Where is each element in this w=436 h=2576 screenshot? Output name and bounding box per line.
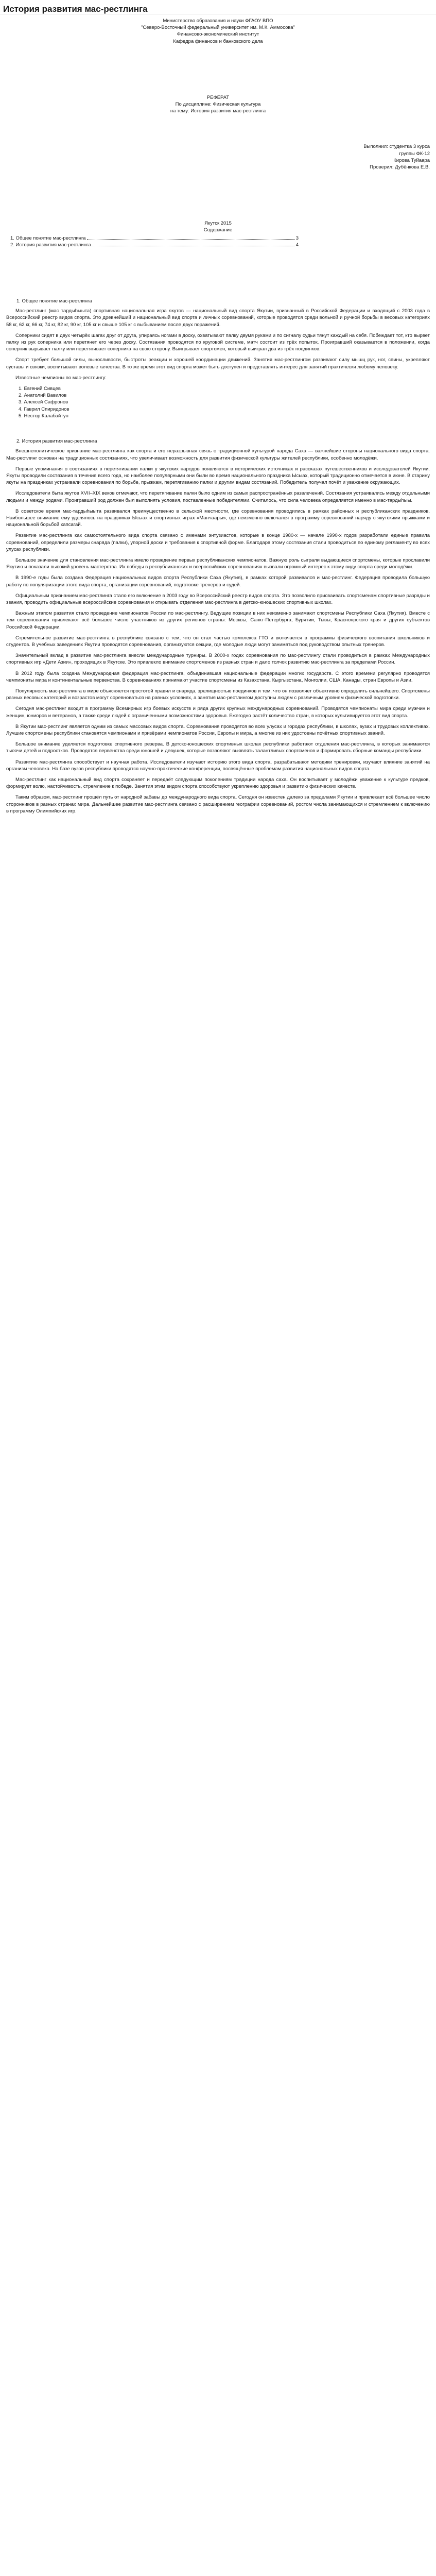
header-line: "Северо-Восточный федеральный университет им. М.К. Аммосова" — [141, 25, 295, 31]
group-line: группы ФК-12 — [399, 150, 430, 157]
paragraph: Важным этапом развития стало проведение чемпионатов России по мас-рестлингу. Ведущие позиции в них неизменно занимают спортсмены Республики Саха (Якутия). Вместе с тем соревнования привлекают всё большее число участников из других регионов страны: Москвы, Санкт-Петербурга, Бурятии, Тывы, Красноярского края и других субъектов Российской Федерации. — [6, 611, 430, 630]
toc-heading: Содержание — [203, 227, 233, 233]
signature-block — [6, 143, 430, 171]
checker-line: Проверил: Дубёнкова Е.В. — [370, 164, 430, 171]
paragraph: Развитие мас-рестлинга как самостоятельного вида спорта связано с именами энтузиастов, которые в конце 1980-х — начале 1990-х годов разработали единые правила соревнований, определили размеры снаряда (палки), упорной доски и требования к спортивной форме. Благодаря этому состязания стали проводиться по единому регламенту во всех улусах республики. — [6, 533, 430, 552]
table-of-contents — [6, 235, 430, 248]
toc-item[interactable] — [10, 242, 299, 248]
paragraph: В советское время мас-тардыһыыта развивался преимущественно в сельской местности, где соревнования проводились в рамках районных и республиканских праздников. Наибольшее внимание ему уделялось на праздниках Ысыах и спортивных играх «Манчаары», где неизменно включался в программу соревнований наряду с якутскими прыжками и национальной борьбой хапсагай. — [6, 508, 430, 528]
institution-header — [6, 18, 430, 45]
student-name: Кирова Туйаара — [393, 157, 430, 163]
paragraph: Таким образом, мас-рестлинг прошёл путь от народной забавы до международного вида спорта. Сегодня он известен далеко за пределами Якутии и привлекает всё большее число сторонников в разных странах мира. Дальнейшее развитие мас-рестлинга связано с расширением географии соревнований, ростом числа занимающихся и стремлением к включению в программу Олимпийских игр. — [6, 794, 430, 814]
paragraph: Первые упоминания о состязаниях в перетягивании палки у якутских народов появляются в исторических источниках и рассказах путешественников и исследователей Якутии. Якуты проводили состязания в течение всего года, но наиболее популярными они были во время национального праздника Ысыах, который традиционно отмечается в июне. В старину якуты на праздниках устраивали соревнования по борьбе, прыжкам, перетягиванию палки и другим видам состязаний. Победитель получал почёт и уважение окружающих. — [6, 466, 430, 486]
paragraph: Большое внимание уделяется подготовке спортивного резерва. В детско-юношеских спортивных школах республики работают отделения мас-рестлинга, в которых занимаются тысячи детей и подростков. Проводятся первенства среди юношей и девушек, которые позволяют выявлять талантливых спортсменов и формировать сборные команды республики. — [6, 741, 430, 754]
paragraph: Большое значение для становления мас-рестлинга имело проведение первых республиканских чемпионатов. Важную роль сыграли выдающиеся спортсмены, которые прославили Якутию и показали высокий уровень мастерства. Их победы в республиканских и всероссийских соревнованиях вызвали огромный интерес к этому виду спорта среди молодёжи. — [6, 557, 430, 570]
toc-item-label: 2. История развития мас-рестлинга — [10, 242, 91, 248]
paragraph: Исследователи быта якутов XVII–XIX веков отмечают, что перетягивание палки было одним из самых распространённых развлечений. Состязания устраивались между отдельными людьми и между родами. Проигравший род должен был выполнять условия, поставленные победителями. Считалось, что сила человека определяется именно в мас-тардыһыы. — [6, 490, 430, 503]
page-title: История развития мас-рестлинга — [0, 0, 436, 14]
paragraph: Внешнеполитическое признание мас-рестлинга как спорта и его неразрывная связь с традиционной культурой народа Саха — важнейшие стороны национального вида спорта. Мас-рестлинг основан на традиционных состязаниях, что увеличивает возможность для развития физической культуры жителей республики, особенно молодёжи. — [6, 448, 430, 461]
title-block — [6, 94, 430, 115]
toc-item-page: 4 — [295, 242, 299, 248]
list-item: 3. Алексей Сафронов — [19, 399, 68, 405]
list-item: 1. Евгений Сивцев — [19, 386, 61, 392]
header-line: Кафедра финансов и банковского дела — [173, 38, 263, 44]
champions-list — [19, 385, 430, 419]
paragraph: Значительный вклад в развитие мас-рестлинга внесли международные турниры. В 2000-х годах соревнования по мас-рестлингу стали проводиться в рамках Международных спортивных игр «Дети Азии», проходящих в Якутске. Это привлекло внимание спортсменов из разных стран и дало толчок развитию мас-рестлинга за пределами России. — [6, 653, 430, 666]
section-heading: 1. Общее понятие мас-рестлинга — [16, 298, 92, 304]
paragraph: Стремительное развитие мас-рестлинга в республике связано с тем, что он стал частью комплекса ГТО и включается в программы физического воспитания школьников и студентов. В учебных заведениях Якутии проводятся соревнования, организуются секции, где молодые люди могут заниматься под руководством опытных тренеров. — [6, 635, 430, 648]
toc-item[interactable] — [10, 235, 299, 242]
document-body — [0, 14, 436, 815]
toc-leader — [87, 239, 295, 240]
paragraph: Мас-рестлинг как национальный вид спорта сохраняет и передаёт следующим поколениям традиции народа саха. Он воспитывает у молодёжи уважение к культуре предков, формирует волю, настойчивость, стремление к победе. Занятия этим видом спорта способствуют укреплению здоровья и развитию физических качеств. — [6, 777, 430, 790]
list-item: 2. Анатолий Вавилов — [19, 393, 67, 399]
header-line: Министерство образования и науки ФГАОУ ВПО — [163, 18, 273, 24]
section-1-body — [6, 308, 430, 419]
list-item: 4. Гаврил Спиридонов — [19, 406, 69, 412]
document-type: РЕФЕРАТ — [206, 94, 230, 100]
paragraph: Сегодня мас-рестлинг входит в программу Всемирных игр боевых искусств и ряда других крупных международных соревнований. Проводятся чемпионаты мира среди мужчин и женщин, юниоров и ветеранов, а также среди людей с ограниченными возможностями здоровья. Ежегодно растёт количество стран, в которых культивируется этот вид спорта. — [6, 706, 430, 719]
paragraph: Спорт требует большой силы, выносливости, быстроты реакции и хорошей координации движений. Занятия мас-рестлингом развивают силу мышц рук, ног, спины, укрепляют суставы и связки, воспитывают волевые качества. В то же время этот вид спорта может быть доступен и представлять интерес для занятий практически любому человеку. — [6, 357, 430, 370]
section-heading: 2. История развития мас-рестлинга — [16, 438, 97, 445]
student-line: Выполнил: студентка 3 курса — [363, 144, 430, 150]
section-2-body — [6, 448, 430, 815]
paragraph: Официальным признанием мас-рестлинга стало его включение в 2003 году во Всероссийский реестр видов спорта. Это позволило присваивать спортсменам спортивные разряды и звания, проводить официальные всероссийские соревнования и открывать отделения мас-рестлинга в детско-юношеских спортивных школах. — [6, 592, 430, 605]
paragraph: В 2012 году была создана Международная федерация мас-рестлинга, объединившая национальные федерации многих государств. С этого времени регулярно проводятся чемпионаты мира и континентальные первенства. В соревнованиях принимают участие спортсмены из Казахстана, Кыргызстана, Монголии, США, Канады, стран Европы и Азии. — [6, 670, 430, 683]
header-line: Финансово-экономический институт — [177, 31, 259, 38]
list-item: 5. Нестор Калабайтун — [19, 413, 68, 419]
paragraph: В Якутии мас-рестлинг является одним из самых массовых видов спорта. Соревнования проводятся во всех улусах и городах республики, в школах, вузах и трудовых коллективах. Лучшие спортсмены республики становятся чемпионами и призёрами чемпионатов России, Европы и мира, а многие из них удостоены почётных спортивных званий. — [6, 723, 430, 736]
paragraph: Известные чемпионы по мас-рестлингу: — [15, 375, 107, 381]
paragraph: Популярность мас-рестлинга в мире объясняется простотой правил и снаряда, зрелищностью поединков и тем, что он позволяет объективно определить сильнейшего. Спортсмены разных весовых категорий и возрастов могут соревноваться на равных условиях, а занятия мас-рестлингом доступны людям с различным уровнем физической подготовки. — [6, 688, 430, 701]
discipline: По дисциплине: Физическая культура — [175, 101, 261, 108]
paragraph: Развитию мас-рестлинга способствует и научная работа. Исследователи изучают историю этого вида спорта, разрабатывают методики тренировки, изучают влияние занятий на организм человека. На базе вузов республики проводятся научно-практические конференции, посвящённые проблемам развития национальных видов спорта. — [6, 759, 430, 772]
toc-item-page: 3 — [295, 235, 299, 241]
toc-item-label: 1. Общее понятие мас-рестлинга — [10, 235, 86, 241]
place-year: Якутск 2015 — [204, 221, 232, 227]
paragraph: В 1990-е годы была создана Федерация национальных видов спорта Республики Саха (Якутия), в рамках которой развивался и мас-рестлинг. Федерация проводила большую работу по популяризации этого вида спорта, организации соревнований, подготовке тренеров и судей. — [6, 575, 430, 588]
topic: на тему: История развития мас-рестлинга — [170, 108, 266, 114]
paragraph: Мас-рестлинг (мас тардыһыыта) спортивная национальная игра якутов — национальный вид спорта Якутии, признанный в Российской Федерации и входящий с 2003 года в Всероссийский реестр видов спорта. Это древнейший и национальный вид спорта и личных соревнований, которые проводятся среди вольной и ручной борьбы в весовых категориях 58 кг, 62 кг, 66 кг, 74 кг, 82 кг, 90 кг, 105 кг и свыше 105 кг с выбыванием после двух поражений. — [6, 308, 430, 328]
paragraph: Соперники сидят в двух четырёх шагах друг от друга, упираясь ногами в доску, охватывают палку двумя руками и по сигналу судьи тянут каждый на себя. Побеждает тот, кто вырвет палку из рук соперника или перетянет его через доску. Состязания проводятся по круговой системе, матч состоит из трёх попыток. Проигравший оказывается в положении, когда соперник вырывает палку или перетягивает соперника на свою сторону. Выигрывает спортсмен, который выиграл два из трёх поединков. — [6, 332, 430, 352]
